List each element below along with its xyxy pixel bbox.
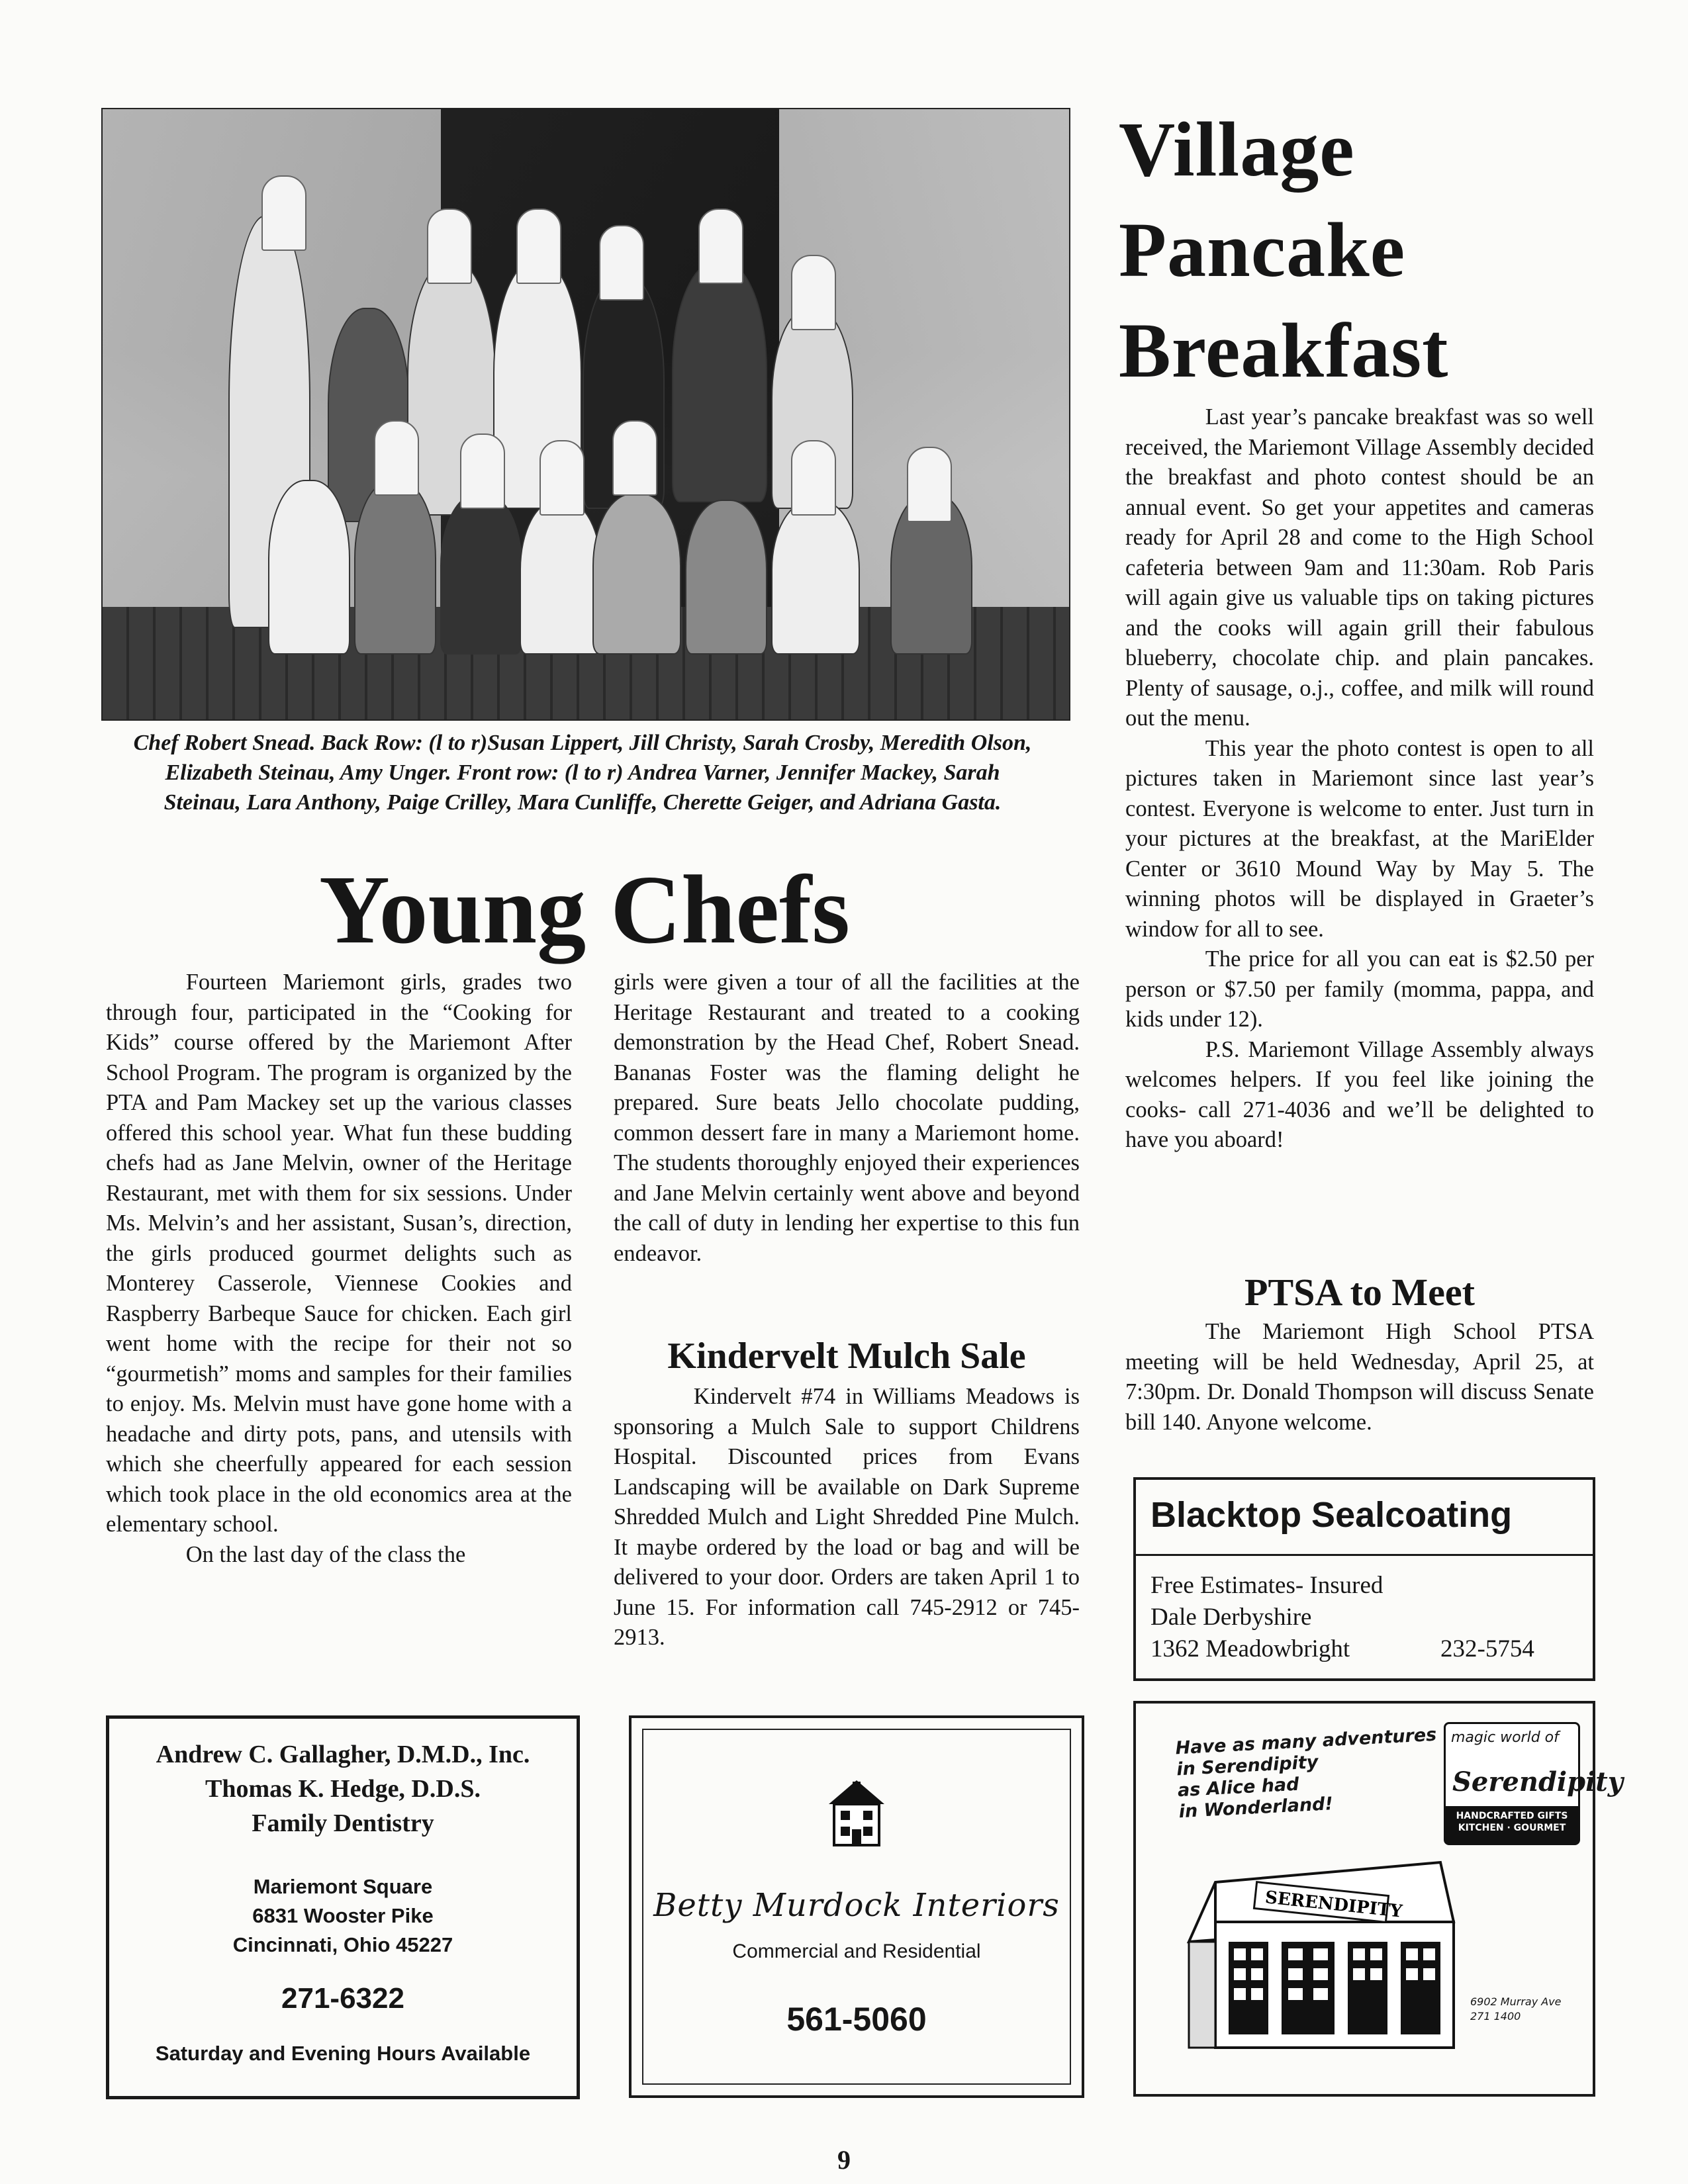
murdock-logo-text: Betty Murdock Interiors (653, 1887, 1060, 1924)
page-number: 9 (837, 2145, 851, 2175)
serendipity-address-2: 271 1400 (1470, 2010, 1521, 2023)
murdock-interiors-ad (629, 1715, 1084, 2098)
dentistry-type: Family Dentistry (252, 1809, 434, 1837)
serendipity-tagline-3: as Alice had (1177, 1774, 1300, 1801)
serendipity-address (1470, 1995, 1562, 2024)
pancake-paragraph: The price for all you can eat is $2.50 per person or $7.50 per family (momma, pappa, and kids under 12). (1125, 946, 1594, 1032)
store-illustration (1176, 1843, 1460, 2054)
dentist-hours: Saturday and Evening Hours Available (155, 2042, 531, 2065)
chefs-photo (101, 108, 1070, 721)
blacktop-phone: 232-5754 (1440, 1635, 1534, 1662)
serendipity-ad (1133, 1701, 1623, 2097)
young-chefs-column-1 (106, 968, 572, 1570)
young-chefs-headline: Young Chefs (319, 856, 850, 964)
young-chefs-paragraph: girls were given a tour of all the facilities at the Heritage Restaurant and treated to a cooking demonstration by the Head Chef, Robert Snead. Bananas Foster was the flaming delight he prepared. Sure beats Jello chocolate pudding, common dessert fare in many a Mariemont home. The students thoroughly enjoyed their experiences and Jane Melvin certainly went above and beyond the call of duty in lending her expertise to this fun endeavor. (614, 970, 1080, 1266)
blacktop-line-3: 1362 Meadowbright (1150, 1635, 1350, 1662)
young-chefs-paragraph: On the last day of the class the (185, 1541, 466, 1567)
photo-caption: Chef Robert Snead. Back Row: (l to r)Susan Lippert, Jill Christy, Sarah Crosby, Meredith Olson, Elizabeth Steinau, Amy Unger. Front row: (l to r) Andrea Varner, Jennifer Mackey, Sarah Steinau, Lara Anthony, Paige Crilley, Mara Cunliffe, Cherette Geiger, and Adriana Gasta. (133, 731, 1032, 815)
blacktop-line-2: Dale Derbyshire (1150, 1604, 1312, 1631)
dentist-name-2: Thomas K. Hedge, D.D.S. (205, 1775, 481, 1803)
serendipity-tagline-1: Have as many adventures (1174, 1724, 1437, 1759)
pancake-paragraph: Last year’s pancake breakfast was so well received, the Mariemont Village Assembly decided the breakfast and photo contest should be an annual event. So get your appetites and cameras ready for April 28 and come to the High School cafeteria between 9am and 11:30am. Rob Paris will again give us valuable tips on taking pictures and the cooks will again grill their fabulous blueberry, chocolate chip. and plain pancakes. Plenty of sausage, o.j., coffee, and milk will round out the menu. (1125, 404, 1594, 731)
young-chefs-column-2 (614, 968, 1080, 1269)
serendipity-logo (1444, 1722, 1623, 1845)
store-sign: SERENDIPITY (1264, 1888, 1403, 1922)
blacktop-line-1: Free Estimates- Insured (1150, 1572, 1383, 1599)
serendipity-tagline-4: in Wonderland! (1178, 1794, 1334, 1823)
pancake-breakfast-article (1125, 402, 1594, 1156)
dentist-phone: 271-6322 (281, 1982, 404, 2015)
dentistry-ad (106, 1715, 580, 2099)
ptsa-article (1125, 1317, 1594, 1437)
house-icon (823, 1778, 890, 1850)
ptsa-paragraph: The Mariemont High School PTSA meeting will be held Wednesday, April 25, at 7:30pm. Dr. Donald Thompson will discuss Senate bill 140. Anyone welcome. (1125, 1319, 1594, 1435)
blacktop-title: Blacktop Sealcoating (1150, 1495, 1513, 1535)
pancake-paragraph: This year the photo contest is open to all pictures taken in Mariemont since last year’s contest. Everyone is welcome to enter. Just turn in your pictures at the breakfast, at the MariElder Center or 3610 Mound Way by May 5. The winning photos will be displayed in Graeter’s window for all to see. (1125, 735, 1594, 942)
ptsa-headline: PTSA to Meet (1244, 1271, 1475, 1314)
dentist-address-3: Cincinnati, Ohio 45227 (232, 1933, 453, 1956)
mulch-sale-headline: Kindervelt Mulch Sale (667, 1336, 1026, 1377)
dentist-address-1: Mariemont Square (253, 1875, 433, 1898)
dentist-name-1: Andrew C. Gallagher, D.M.D., Inc. (156, 1741, 530, 1768)
murdock-subtitle: Commercial and Residential (732, 1940, 981, 1962)
blacktop-sealcoating-ad (1133, 1477, 1595, 1681)
murdock-phone: 561-5060 (786, 2001, 927, 2038)
serendipity-logo-band: HANDCRAFTED GIFTS KITCHEN · GOURMET (1446, 1806, 1578, 1843)
dentist-address-2: 6831 Wooster Pike (252, 1904, 434, 1927)
serendipity-address-1: 6902 Murray Ave (1470, 1995, 1562, 2008)
mulch-sale-article (614, 1382, 1080, 1653)
mulch-sale-paragraph: Kindervelt #74 in Williams Meadows is sponsoring a Mulch Sale to support Childrens Hospital. Discounted prices from Evans Landscaping will be available on Dark Supreme Shredded Mulch and Light Shredded Pine Mulch. It maybe ordered by the load or bag and will be delivered to your door. Orders are taken April 1 to June 15. For information call 745-2912 or 745-2913. (614, 1384, 1080, 1650)
serendipity-tagline-2: in Serendipity (1176, 1752, 1319, 1780)
serendipity-logo-top: magic world of (1451, 1729, 1559, 1746)
pancake-breakfast-headline: Village Pancake Breakfast (1119, 106, 1449, 394)
serendipity-tagline (1175, 1725, 1440, 1823)
pancake-paragraph: P.S. Mariemont Village Assembly always welcomes helpers. If you feel like joining the cooks- call 271-4036 and we’ll be delighted to have you aboard! (1125, 1036, 1594, 1152)
serendipity-logo-name: Serendipity (1452, 1766, 1623, 1797)
young-chefs-paragraph: Fourteen Mariemont girls, grades two through four, participated in the “Cooking for Kids” course offered by the Mariemont After School Program. The program is organized by the PTA and Pam Mackey set up the various classes offered this school year. What fun these budding chefs had as Jane Melvin, owner of the Heritage Restaurant, met with them for six sessions. Under Ms. Melvin’s and her assistant, Susan’s, direction, the girls produced gourmet delights such as Monterey Casserole, Viennese Cookies and Raspberry Barbeque Sauce for chicken. Each girl went home with the recipe for their not so “gourmetish” moms and samples for their families to enjoy. Ms. Melvin must have gone home with a headache and dirty pots, pans, and utensils with which she cheerfully appeared for each session which took place in the old economics area at the elementary school. (106, 970, 572, 1537)
